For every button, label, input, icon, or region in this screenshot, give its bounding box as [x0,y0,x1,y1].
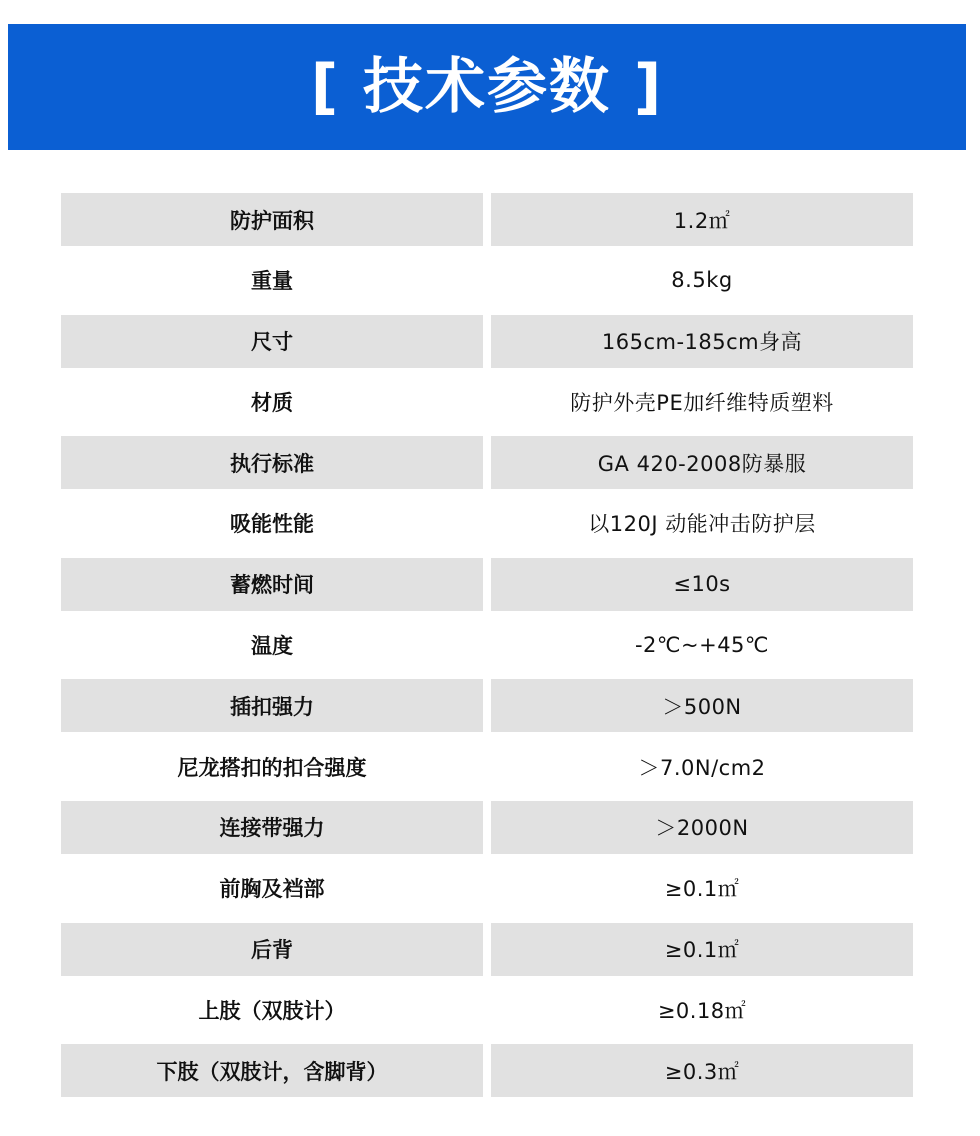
param-value: ＞2000N [491,801,913,854]
table-row [61,254,913,307]
param-value: -2℃~+45℃ [634,633,770,658]
param-label: 尺寸 [61,315,483,368]
table-row [61,983,913,1036]
param-label: 重量 [251,269,293,294]
param-value: ≥0.1㎡ [664,877,740,902]
param-label: 连接带强力 [61,801,483,854]
param-label: 后背 [61,923,483,976]
param-value: 8.5kg [671,268,733,293]
param-label: 上肢（双肢计） [198,998,346,1023]
header-banner [8,24,966,150]
param-label: 温度 [251,634,293,659]
param-value: ≤10s [491,558,913,611]
table-row [61,436,913,489]
spec-table [61,193,913,1105]
table-row [61,619,913,672]
param-value: 以120J 动能冲击防护层 [588,512,816,537]
param-value: ≥0.18㎡ [657,998,747,1023]
table-row [61,801,913,854]
table-row [61,740,913,793]
param-value: ＞500N [491,679,913,732]
table-row [61,679,913,732]
param-label: 材质 [251,390,293,415]
param-label: 吸能性能 [230,512,314,537]
param-value: ＞7.0N/cm2 [638,755,766,780]
table-row [61,1044,913,1097]
param-label: 蓄燃时间 [61,558,483,611]
param-label: 执行标准 [61,436,483,489]
table-row [61,923,913,976]
table-row [61,375,913,428]
param-value: GA 420-2008防暴服 [491,436,913,489]
table-row [61,558,913,611]
table-row [61,193,913,246]
param-value: ≥0.3㎡ [491,1044,913,1097]
param-label: 防护面积 [61,193,483,246]
table-row [61,315,913,368]
param-label: 尼龙搭扣的扣合强度 [177,755,367,780]
param-value: 防护外壳PE加纤维特质塑料 [570,390,834,415]
page-title: [ 技术参数 ] [310,52,664,122]
param-value: 165cm-185cm身高 [491,315,913,368]
table-row [61,497,913,550]
param-label: 前胸及裆部 [219,877,325,902]
param-label: 下肢（双肢计，含脚背） [61,1044,483,1097]
param-value: 1.2㎡ [491,193,913,246]
table-row [61,862,913,915]
param-label: 插扣强力 [61,679,483,732]
param-value: ≥0.1㎡ [491,923,913,976]
